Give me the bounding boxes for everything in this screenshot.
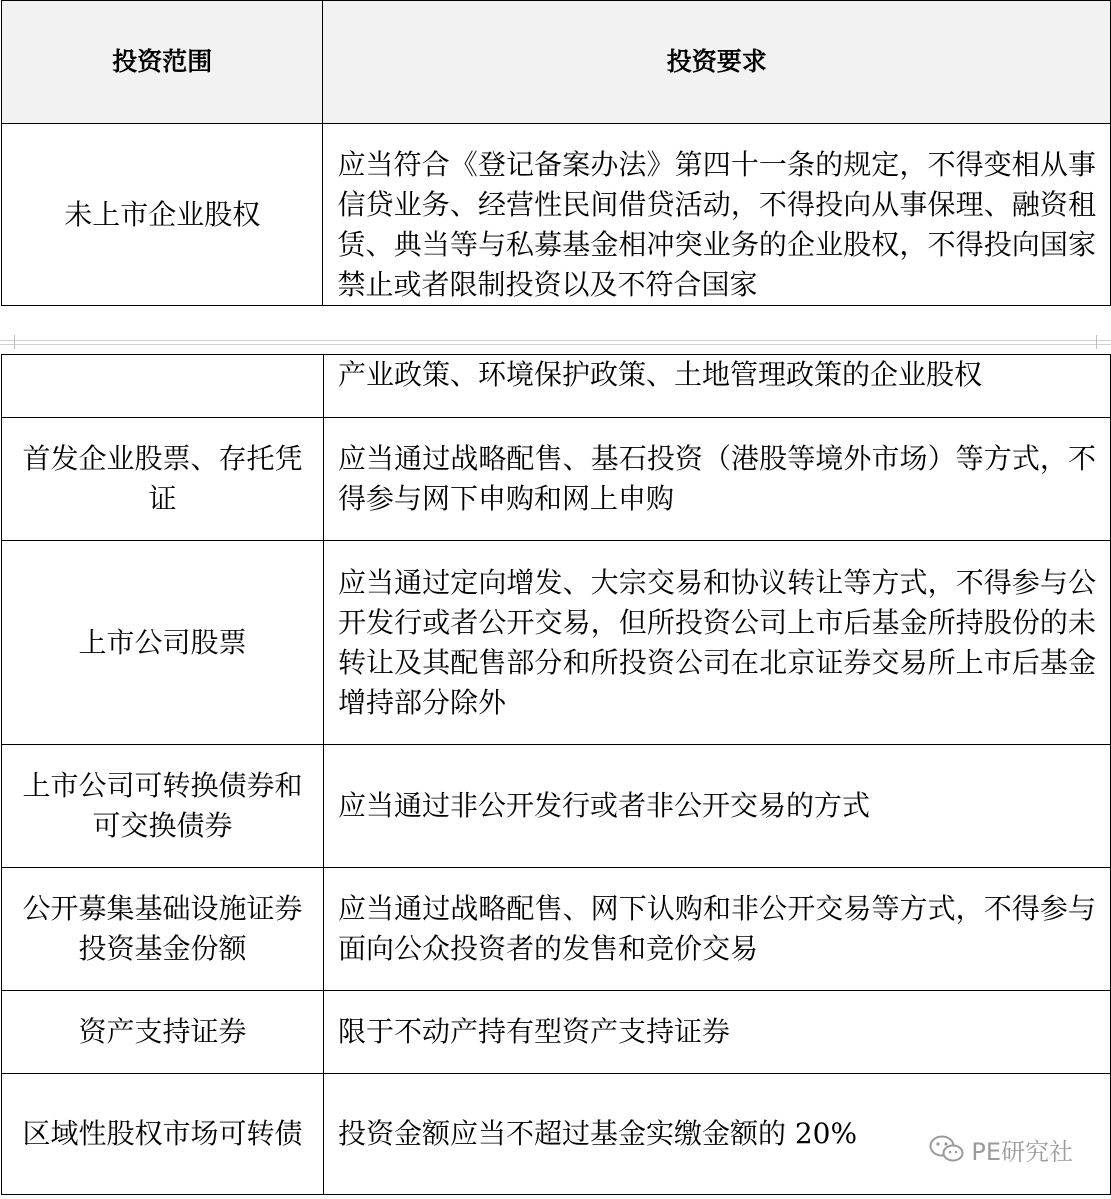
investment-table-part2	[1, 354, 1111, 1195]
row-scope-cell: 资产支持证券	[2, 991, 324, 1074]
investment-table-part1	[1, 0, 1111, 306]
table-row	[2, 418, 1111, 541]
wechat-icon	[929, 1134, 965, 1164]
table-row	[2, 745, 1111, 868]
row-requirement-cell: 应当通过战略配售、网下认购和非公开交易等方式，不得参与面向公众投资者的发售和竞价交易	[323, 868, 1110, 991]
row-scope-cell: 未上市企业股权	[2, 124, 323, 306]
row-requirement-cell: 应当通过非公开发行或者非公开交易的方式	[323, 745, 1110, 868]
row-requirement-cell: 投资金额应当不超过基金实缴金额的 20%	[323, 1074, 1110, 1195]
table-row	[2, 541, 1111, 745]
row-scope-cell: 上市公司股票	[2, 541, 324, 745]
table-header-row	[2, 1, 1111, 124]
table-row	[2, 991, 1111, 1074]
page-break-separator	[0, 335, 1111, 349]
row-requirement-cell: 限于不动产持有型资产支持证券	[323, 991, 1110, 1074]
header-requirement: 投资要求	[323, 1, 1111, 124]
row-scope-cell: 区域性股权市场可转债	[2, 1074, 324, 1195]
table-row	[2, 868, 1111, 991]
table-row-continued	[2, 355, 1111, 418]
row-scope-cell: 公开募集基础设施证券投资基金份额	[2, 868, 324, 991]
header-scope: 投资范围	[2, 1, 323, 124]
row-requirement-cell: 应当通过战略配售、基石投资（港股等境外市场）等方式，不得参与网下申购和网上申购	[323, 418, 1110, 541]
row-requirement-cell: 应当符合《登记备案办法》第四十一条的规定，不得变相从事信贷业务、经营性民间借贷活动，不得投向从事保理、融资租赁、典当等与私募基金相冲突业务的企业股权，不得投向国家禁止或者限制投资以及不符合国家	[323, 124, 1111, 306]
watermark-text: PE研究社	[971, 1137, 1073, 1166]
row-requirement-cell: 产业政策、环境保护政策、土地管理政策的企业股权	[323, 355, 1110, 418]
row-scope-cell: 首发企业股票、存托凭证	[2, 418, 324, 541]
row-requirement-cell: 应当通过定向增发、大宗交易和协议转让等方式，不得参与公开发行或者公开交易，但所投资公司上市后基金所持股份的未转让及其配售部分和所投资公司在北京证券交易所上市后基金增持部分除外	[323, 541, 1110, 745]
table-row	[2, 124, 1111, 306]
watermark	[929, 1132, 1073, 1166]
row-scope-cell	[2, 355, 324, 418]
row-scope-cell: 上市公司可转换债券和可交换债券	[2, 745, 324, 868]
